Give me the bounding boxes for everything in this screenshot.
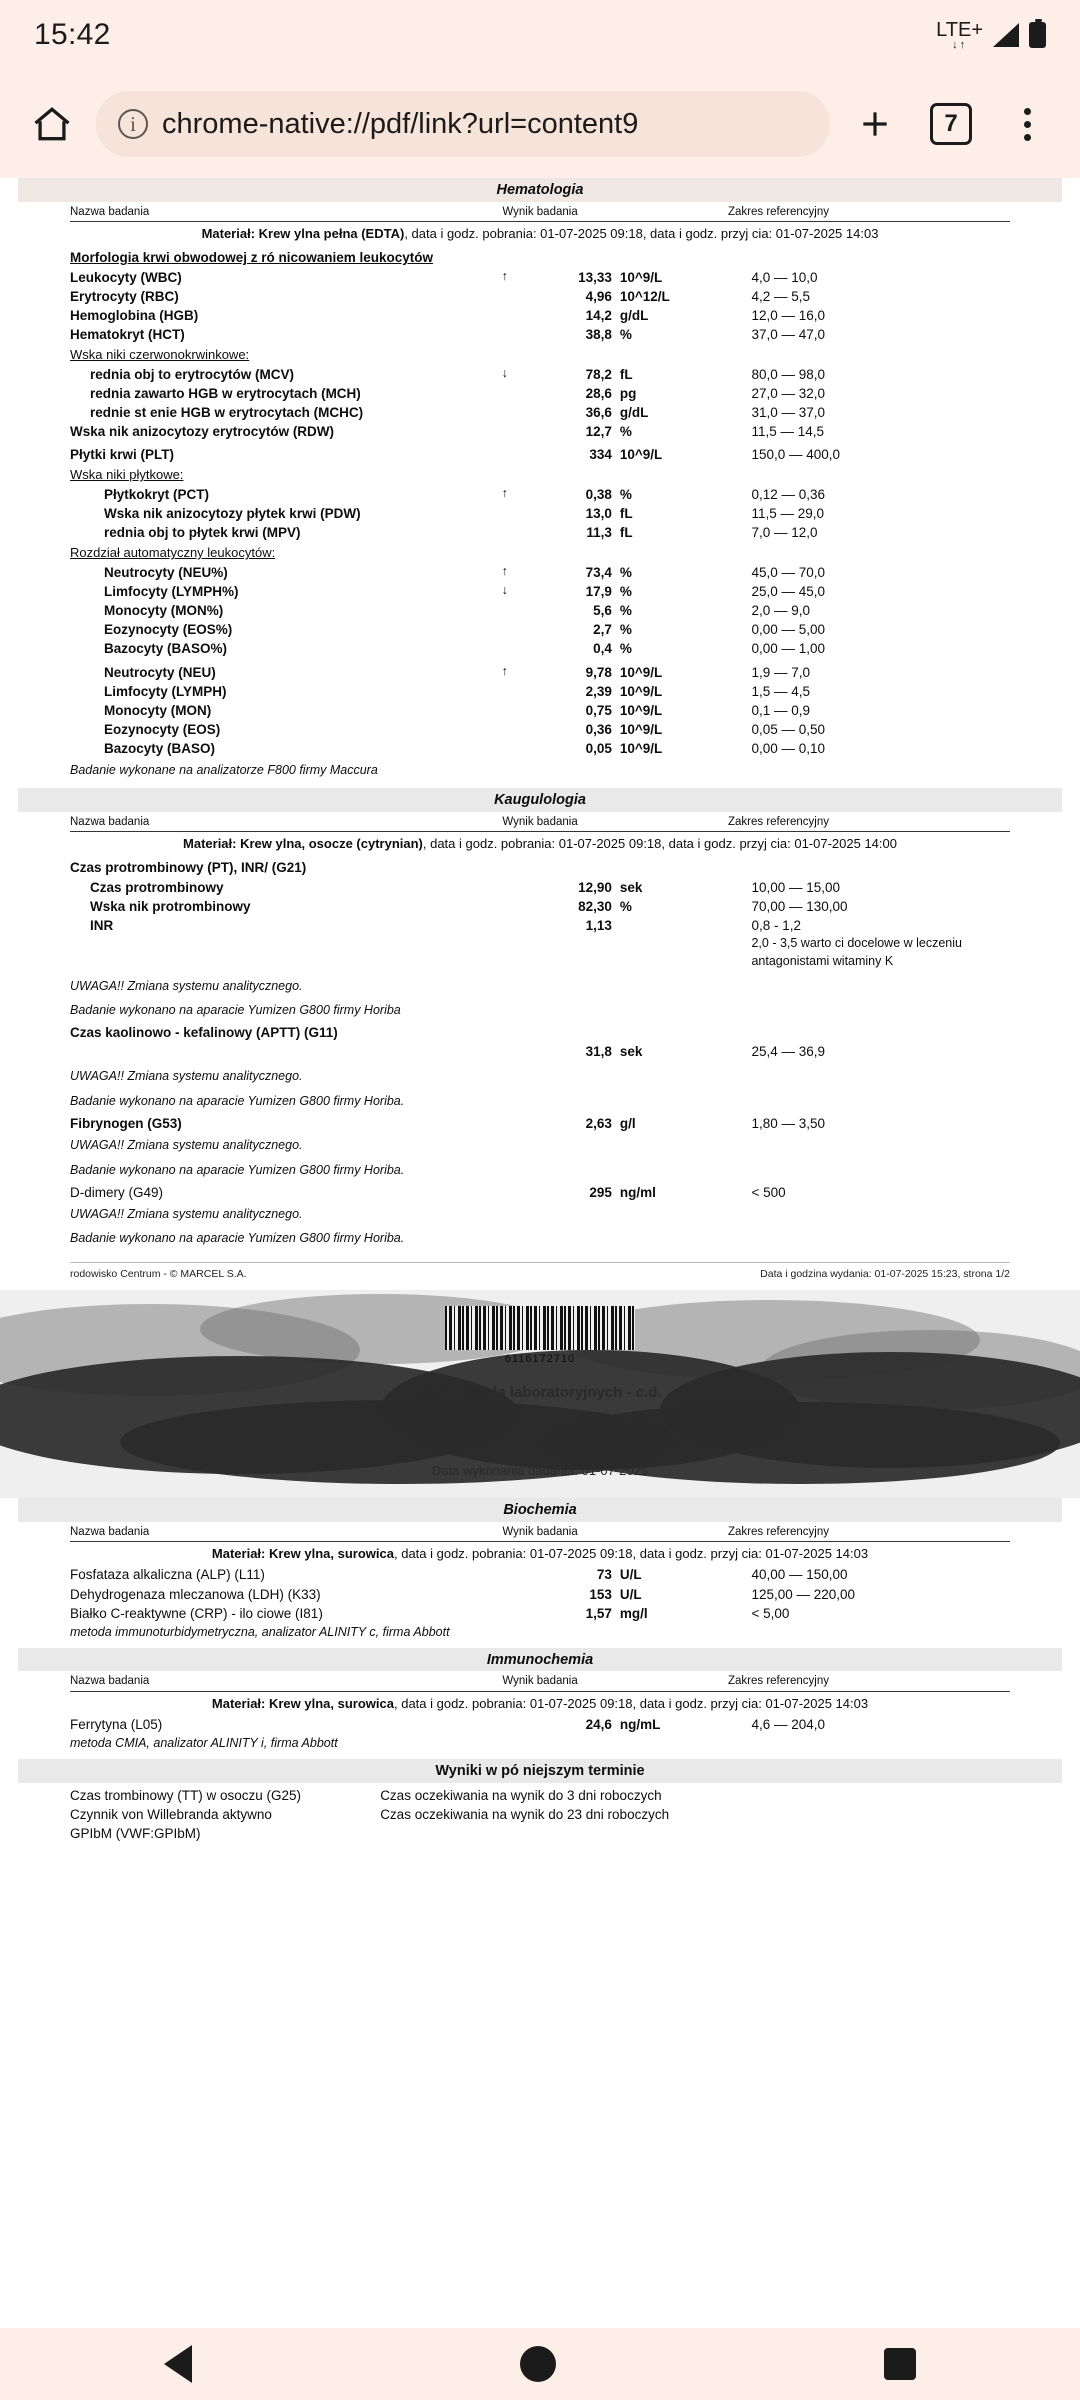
col-name: Nazwa badania [70, 205, 150, 218]
device-fibrynogen: Badanie wykonano na aparacie Yumizen G800 firmy Horiba. [70, 1162, 405, 1177]
column-headers-kaugulologia [70, 814, 1010, 832]
table-row: Monocyty (MON%) 5,6 % 2,0 — 9,0 [104, 603, 811, 619]
warning-ddimer: UWAGA!! Zmiana systemu analitycznego. [70, 1206, 303, 1221]
table-row: rednia obj to płytek krwi (MPV) 11,3 fL 7,0 — 12,0 [104, 525, 818, 541]
table-row: Eozynocyty (EOS) 0,36 10^9/L 0,05 — 0,50 [104, 722, 826, 737]
column-headers-biochemia [70, 1524, 1010, 1542]
browser-toolbar [0, 70, 1080, 178]
col-ref: Zakres referencyjny [727, 1525, 829, 1538]
col-result: Wynik badania [502, 205, 578, 218]
table-row: Ferrytyna (L05) 24,6 ng/mL 4,6 — 204,0 [70, 1717, 826, 1733]
col-ref: Zakres referencyjny [727, 815, 829, 828]
table-row: Leukocyty (WBC) ↑ 13,33 10^9/L 4,0 — 10,0 [70, 268, 818, 285]
section-title-hematologia: Hematologia [18, 178, 1062, 202]
table-row [70, 935, 1010, 971]
table-row: Monocyty (MON) 0,75 10^9/L 0,1 — 0,9 [104, 702, 811, 718]
table-row: Neutrocyty (NEU) ↑ 9,78 10^9/L 1,9 — 7,0 [104, 663, 811, 680]
network-activity: ↓↑ [952, 38, 968, 51]
network-type: LTE+ [936, 18, 983, 41]
col-result: Wynik badania [502, 1525, 578, 1538]
list-item: Czynnik von Willebranda aktywno Czas oczekiwania na wynik do 23 dni roboczych [70, 1805, 1010, 1824]
status-clock: 15:42 [34, 18, 111, 51]
site-info-icon[interactable]: i [118, 109, 148, 139]
barcode-number: 6116172710 [504, 1353, 576, 1366]
warning-pt: UWAGA!! Zmiana systemu analitycznego. [70, 978, 303, 993]
page-footer [70, 1262, 1010, 1282]
section-title-immunochemia: Immunochemia [18, 1648, 1062, 1672]
table-row: Erytrocyty (RBC) 4,96 10^12/L 4,2 — 5,5 [70, 288, 811, 304]
material-rest: , data i godz. pobrania: 01-07-2025 09:18, data i godz. przyj cia: 01-07-2025 14:00 [422, 835, 897, 851]
col-ref: Zakres referencyjny [727, 205, 829, 218]
table-row: Limfocyty (LYMPH) 2,39 10^9/L 1,5 — 4,5 [104, 683, 811, 699]
table-row: rednia zawarto HGB w erytrocytach (MCH) 28,6 pg 27,0 — 32,0 [90, 385, 826, 401]
column-headers-hematologia [70, 204, 1010, 222]
material-line-biochemia [70, 1542, 1010, 1565]
col-result: Wynik badania [502, 815, 578, 828]
column-headers-immunochemia [70, 1673, 1010, 1691]
status-bar [0, 0, 1080, 70]
table-row: Płytki krwi (PLT) 334 10^9/L 150,0 — 400,0 [70, 447, 841, 463]
section-title-biochemia: Biochemia [18, 1498, 1062, 1522]
scanned-header-redacted [0, 1290, 1080, 1498]
list-item: Czas trombinowy (TT) w osoczu (G25) Czas oczekiwania na wynik do 3 dni roboczych [70, 1786, 1010, 1805]
table-row: Wska nik protrombinowy 82,30 % 70,00 — 130,00 [90, 898, 848, 914]
method-immunochemia: metoda CMIA, analizator ALINITY i, firma Abbott [70, 1736, 338, 1751]
table-row: rednie st enie HGB w erytrocytach (MCHC) 36,6 g/dL 31,0 — 37,0 [90, 404, 826, 420]
material-rest: , data i godz. pobrania: 01-07-2025 09:18, data i godz. przyj cia: 01-07-2025 14:03 [393, 1545, 869, 1561]
group-wskazniki-plytkowe: Wska niki płytkowe: [70, 467, 184, 483]
col-name: Nazwa badania [70, 815, 150, 828]
list-item: GPIbM (VWF:GPIbM) [70, 1825, 201, 1841]
warning-fibrynogen: UWAGA!! Zmiana systemu analitycznego. [70, 1138, 303, 1153]
col-name: Nazwa badania [70, 1675, 150, 1688]
pending-status: Czas oczekiwania na wynik do 23 dni roboczych [380, 1806, 670, 1822]
table-row: Limfocyty (LYMPH%) ↓ 17,9 % 25,0 — 45,0 [104, 582, 826, 599]
table-row: Bazocyty (BASO%) 0,4 % 0,00 — 1,00 [104, 641, 826, 657]
status-icons [936, 20, 1046, 51]
table-row: Wska nik anizocytozy erytrocytów (RDW) 12,7 % 11,5 — 14,5 [70, 424, 825, 440]
material-rest: , data i godz. pobrania: 01-07-2025 09:18, data i godz. przyj cia: 01-07-2025 14:03 [404, 225, 879, 241]
recents-square-icon[interactable] [884, 2348, 916, 2380]
table-row: Neutrocyty (NEU%) ↑ 73,4 % 45,0 — 70,0 [104, 563, 826, 580]
material-rest: , data i godz. pobrania: 01-07-2025 09:18, data i godz. przyj cia: 01-07-2025 14:03 [393, 1695, 869, 1711]
table-row: Fosfataza alkaliczna (ALP) (L11) 73 U/L 40,00 — 150,00 [70, 1567, 848, 1583]
battery-icon [1029, 22, 1046, 48]
group-pt-inr: Czas protrombinowy (PT), INR/ (G21) [70, 860, 307, 876]
footer-left: rodowisko Centrum - © MARCEL S.A. [70, 1268, 247, 1281]
home-icon[interactable] [22, 94, 82, 154]
barcode-image [445, 1306, 635, 1350]
material-bold: Materiał: Krew ylna, osocze (cytrynian) [183, 835, 423, 851]
scan-date-line: Data wykonania badania: 01-07-2025 [431, 1463, 649, 1479]
url-text: chrome-native://pdf/link?url=content9 [162, 107, 639, 140]
scan-title: Wyniki bada laboratoryjnych - c.d. [418, 1384, 662, 1402]
device-pt: Badanie wykonano na aparacie Yumizen G800 firmy Horiba [70, 1003, 401, 1018]
material-line-kaugulologia [70, 832, 1010, 855]
pending-status: Czas oczekiwania na wynik do 3 dni roboczych [380, 1787, 662, 1803]
material-bold: Materiał: Krew ylna pełna (EDTA) [201, 225, 405, 241]
back-triangle-icon[interactable] [164, 2345, 192, 2383]
device-aptt: Badanie wykonano na aparacie Yumizen G800 firmy Horiba. [70, 1094, 405, 1109]
home-circle-icon[interactable] [520, 2346, 556, 2382]
material-bold: Materiał: Krew ylna, surowica [211, 1695, 394, 1711]
footer-right: Data i godzina wydania: 01-07-2025 15:23, strona 1/2 [760, 1268, 1010, 1281]
group-wskazniki-czerwone: Wska niki czerwonokrwinkowe: [70, 347, 250, 363]
pdf-page [18, 178, 1062, 2173]
table-row: Eozynocyty (EOS%) 2,7 % 0,00 — 5,00 [104, 622, 826, 638]
network-label [936, 20, 983, 51]
material-line-hematologia [70, 222, 1010, 245]
table-row: Bazocyty (BASO) 0,05 10^9/L 0,00 — 0,10 [104, 741, 826, 757]
table-row: Hematokryt (HCT) 38,8 % 37,0 — 47,0 [70, 326, 826, 342]
group-aptt: Czas kaolinowo - kefalinowy (APTT) (G11) [70, 1025, 338, 1041]
ref-note-inr: 2,0 - 3,5 warto ci docelowe w leczeniu antagonistami witaminy K [751, 936, 962, 968]
table-row: Płytkokryt (PCT) ↑ 0,38 % 0,12 — 0,36 [104, 485, 826, 502]
table-row: D-dimery (G49) 295 ng/ml < 500 [70, 1184, 786, 1200]
tab-count: 7 [930, 103, 972, 145]
col-ref: Zakres referencyjny [727, 1675, 829, 1688]
table-row: INR 1,13 0,8 - 1,2 [90, 917, 801, 933]
material-line-immunochemia [70, 1692, 1010, 1715]
group-rozdzial-leukocytow: Rozdział automatyczny leukocytów: [70, 545, 276, 561]
device-ddimer: Badanie wykonano na aparacie Yumizen G800 firmy Horiba. [70, 1231, 405, 1246]
col-name: Nazwa badania [70, 1525, 150, 1538]
warning-aptt: UWAGA!! Zmiana systemu analitycznego. [70, 1069, 303, 1084]
material-bold: Materiał: Krew ylna, surowica [211, 1545, 394, 1561]
address-bar[interactable] [96, 91, 830, 157]
table-row: Białko C-reaktywne (CRP) - ilo ciowe (I81) 1,57 mg/l < 5,00 [70, 1605, 790, 1621]
more-options-icon[interactable] [996, 93, 1058, 155]
table-row: Hemoglobina (HGB) 14,2 g/dL 12,0 — 16,0 [70, 307, 826, 323]
table-row: rednia obj to erytrocytów (MCV) ↓ 78,2 fL 80,0 — 98,0 [90, 365, 826, 382]
new-tab-button[interactable] [844, 93, 906, 155]
group-morfologia: Morfologia krwi obwodowej z ró nicowaniem leukocytów [70, 250, 434, 266]
table-row: Wska nik anizocytozy płytek krwi (PDW) 13,0 fL 11,5 — 29,0 [104, 505, 825, 521]
section-title-pending: Wyniki w pó niejszym terminie [18, 1759, 1062, 1783]
table-row: Czas protrombinowy 12,90 sek 10,00 — 15,00 [90, 879, 841, 895]
pdf-viewer[interactable] [0, 178, 1080, 2328]
table-row: Fibrynogen (G53) 2,63 g/l 1,80 — 3,50 [70, 1115, 826, 1131]
android-nav-bar [0, 2328, 1080, 2400]
lab-report [18, 178, 1062, 2173]
tab-switcher-button[interactable] [920, 93, 982, 155]
signal-icon [993, 23, 1019, 47]
analyzer-note-hematologia: Badanie wykonane na analizatorze F800 firmy Maccura [70, 763, 378, 778]
table-row: Dehydrogenaza mleczanowa (LDH) (K33) 153 U/L 125,00 — 220,00 [70, 1586, 856, 1602]
col-result: Wynik badania [502, 1675, 578, 1688]
method-biochemia: metoda immunoturbidymetryczna, analizator ALINITY c, firma Abbott [70, 1624, 450, 1639]
section-title-kaugulologia: Kaugulologia [18, 788, 1062, 812]
barcode [445, 1306, 635, 1368]
table-row: 31,8 sek 25,4 — 36,9 [585, 1044, 826, 1060]
